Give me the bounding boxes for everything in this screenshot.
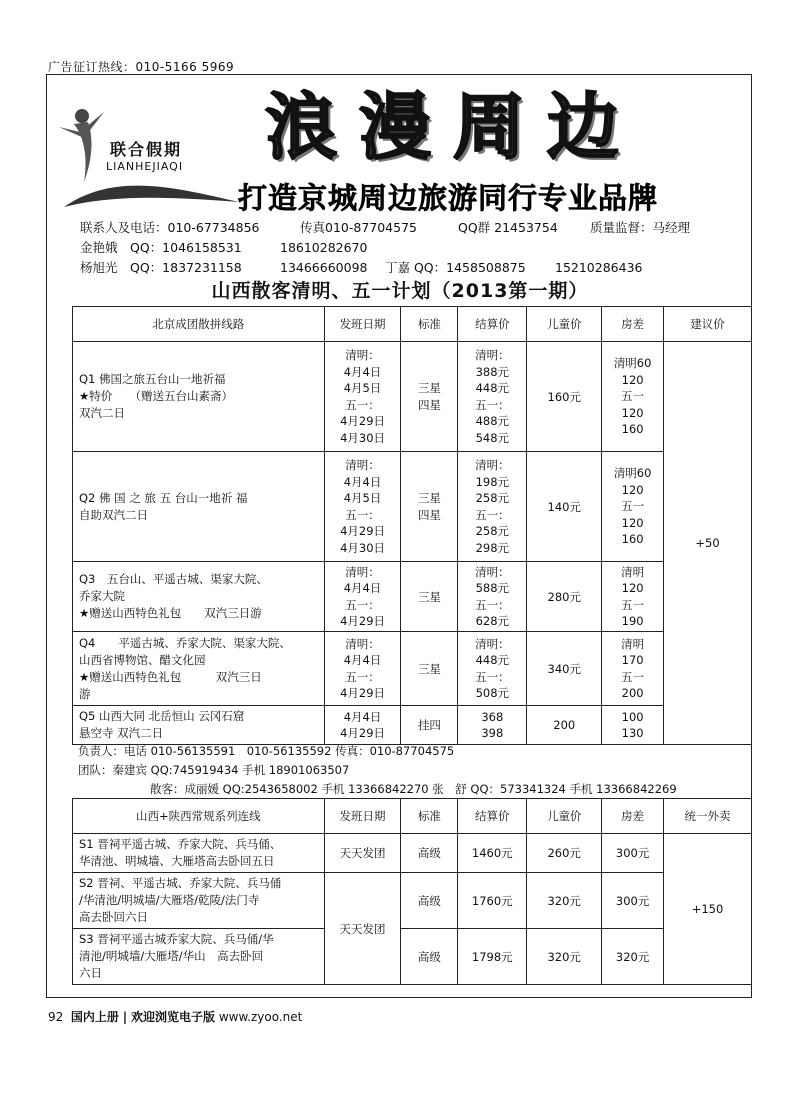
room-line: 五一 (621, 389, 645, 404)
col-child: 儿童价 (527, 307, 602, 342)
note-individual: 散客：成丽媛 QQ:2543658002 手机 13366842270 张 舒 QQ：573341324 手机 13366842269 (150, 782, 677, 796)
price-line: 508元 (475, 686, 510, 700)
date-line: 4月29日 (340, 524, 386, 538)
room-diff-cell (602, 342, 664, 452)
section-name: 国内上册 (70, 1010, 119, 1024)
note-manager: 负责人：电话 010-56135591 010-56135592 传真：010-87704575 (78, 744, 455, 758)
date-line: 4月29日 (340, 614, 386, 628)
route-cell (73, 632, 325, 706)
standard-cell: 高级 (401, 873, 458, 929)
price-line: 388元 (475, 364, 510, 379)
date-line: 4月5日 (343, 381, 382, 395)
route-line: S2 晋祠、平遥古城、乔家大院、兵马俑 (79, 876, 282, 890)
room-line: 190 (621, 614, 644, 628)
unified-price-cell: +150 (664, 834, 752, 985)
price-cell (458, 342, 527, 452)
page-footer (48, 1008, 302, 1025)
room-line: 五一 (621, 597, 645, 612)
suggested-price-cell: +50 (664, 342, 752, 745)
price-line: 198元 (475, 474, 510, 489)
date-line: 五一： (345, 597, 380, 612)
table-row (73, 873, 752, 929)
standard-cell (401, 452, 458, 562)
dates-cell (324, 706, 401, 745)
child-price-cell: 140元 (527, 452, 602, 562)
price-cell (458, 632, 527, 706)
responsible-contacts (78, 742, 677, 799)
contact-phone: 联系人及电话：010-67734856 (80, 220, 260, 235)
note-group: 团队：秦建宾 QQ:745919434 手机 18901063507 (78, 763, 350, 777)
col-route: 北京成团散拼线路 (73, 307, 325, 342)
dates-cell: 天天发团 (324, 834, 401, 873)
dates-cell (324, 452, 401, 562)
price-line: 548元 (475, 430, 510, 445)
page-title: 山西散客清明、五一计划（2013第一期） (211, 280, 589, 302)
contact-qq-group: QQ群 21453754 (458, 220, 558, 235)
room-line: 170 (621, 653, 644, 667)
date-line: 五一： (345, 507, 380, 522)
route-line: 高去卧回六日 (79, 910, 148, 924)
price-cell: 1760元 (458, 873, 527, 929)
date-line: 4月29日 (340, 414, 386, 428)
banner (50, 82, 748, 216)
footer-url[interactable]: www.zyoo.net (218, 1010, 303, 1024)
room-diff-cell: 320元 (602, 929, 664, 985)
contact-supervisor: 质量监督：马经理 (590, 220, 691, 235)
standard-line: 三星 (417, 381, 441, 395)
col-unified: 统一外卖 (664, 799, 752, 834)
room-line: 200 (621, 686, 644, 700)
standard-line: 四星 (417, 507, 441, 522)
standard-cell: 三星 (401, 632, 458, 706)
price-line: 258元 (475, 491, 510, 505)
route-line: 游 (79, 686, 91, 701)
route-line: /华清池/明城墙/大雁塔/乾陵/法门寺 (79, 893, 260, 907)
standard-cell (401, 342, 458, 452)
route-line: Q4 平遥古城、乔家大院、渠家大院、 (79, 635, 291, 650)
contact-jin-phone: 18610282670 (280, 240, 368, 255)
route-cell (73, 562, 325, 632)
date-line: 清明： (345, 348, 380, 362)
col-standard: 标准 (401, 307, 458, 342)
col-price: 结算价 (458, 799, 527, 834)
price-line: 488元 (475, 414, 510, 428)
price-line: 448元 (475, 653, 510, 667)
child-price-cell: 340元 (527, 632, 602, 706)
col-room: 房差 (602, 307, 664, 342)
standard-cell: 高级 (401, 929, 458, 985)
price-line: 五一： (475, 597, 510, 612)
route-line: S3 晋祠平遥古城乔家大院、兵马俑/华 (79, 932, 274, 946)
standard-line: 三星 (417, 491, 441, 505)
route-cell (73, 834, 325, 873)
room-diff-cell: 300元 (602, 873, 664, 929)
route-line: 清池/明城墙/大雁塔/华山 高去卧回 (79, 949, 264, 963)
date-line: 4月29日 (340, 726, 386, 740)
room-line: 160 (621, 532, 644, 547)
room-line: 160 (621, 422, 644, 437)
room-diff-cell (602, 706, 664, 745)
route-line: 悬空寺 双汽二日 (79, 726, 164, 740)
date-line: 4月30日 (340, 430, 386, 445)
room-line: 五一 (621, 669, 645, 684)
col-room: 房差 (602, 799, 664, 834)
logo-pinyin: LIANHEJIAQI (106, 160, 184, 173)
date-line: 五一： (345, 397, 380, 412)
child-price-cell: 260元 (527, 834, 602, 873)
dates-cell: 天天发团 (324, 873, 401, 985)
date-line: 4月30日 (340, 540, 386, 555)
footer-separator: | (122, 1010, 128, 1024)
child-price-cell: 320元 (527, 929, 602, 985)
room-line: 100 (621, 709, 644, 724)
date-line: 清明： (345, 636, 380, 651)
table-row (73, 834, 752, 873)
room-line: 120 (621, 581, 644, 595)
table-shanxi-shaanxi (72, 798, 752, 985)
date-line: 4月4日 (343, 581, 382, 595)
col-suggested: 建议价 (664, 307, 752, 342)
standard-cell: 三星 (401, 562, 458, 632)
table-row (73, 452, 752, 562)
price-line: 368 (481, 709, 504, 724)
date-line: 4月4日 (343, 653, 382, 667)
date-line: 4月4日 (343, 474, 382, 489)
date-line: 4月5日 (343, 491, 382, 505)
route-line: 双汽二日 (79, 406, 125, 420)
contact-jin: 金艳娥 QQ：1046158531 (80, 240, 242, 255)
price-line: 588元 (475, 581, 510, 595)
price-line: 清明： (475, 348, 510, 362)
contact-yang-phone: 13466660098 (280, 260, 368, 275)
table-header (73, 799, 752, 834)
col-standard: 标准 (401, 799, 458, 834)
route-cell (73, 342, 325, 452)
price-cell: 1460元 (458, 834, 527, 873)
brand-slogan: 打造京城周边旅游同行专业品牌 (238, 181, 659, 215)
price-line: 清明： (475, 458, 510, 472)
date-line: 五一： (345, 669, 380, 684)
route-line: Q1 佛国之旅五台山一地祈福 (79, 372, 226, 386)
page-number: 92 (48, 1010, 64, 1024)
date-line: 清明： (345, 458, 380, 472)
date-line: 4月4日 (343, 364, 382, 379)
contact-ding: 丁嘉 QQ：1458508875 (385, 260, 526, 275)
route-cell (73, 929, 325, 985)
room-line: 120 (621, 405, 644, 420)
dates-cell (324, 632, 401, 706)
room-line: 清明60 (613, 466, 652, 481)
contact-ding-phone: 15210286436 (555, 260, 643, 275)
route-line: Q5 山西大同 北岳恒山 云冈石窟 (79, 709, 245, 723)
col-dates: 发班日期 (324, 799, 401, 834)
price-cell (458, 452, 527, 562)
table-row (73, 562, 752, 632)
route-line: Q3 五台山、平遥古城、渠家大院、 (79, 572, 268, 586)
price-line: 五一： (475, 507, 510, 522)
child-price-cell: 320元 (527, 873, 602, 929)
room-diff-cell (602, 632, 664, 706)
room-line: 清明 (621, 636, 645, 651)
price-line: 五一： (475, 669, 510, 684)
route-line: ★赠送山西特色礼包 双汽三日 (79, 669, 262, 684)
room-line: 五一 (621, 499, 645, 514)
standard-cell: 挂四 (401, 706, 458, 745)
child-price-cell: 160元 (527, 342, 602, 452)
room-line: 120 (621, 515, 644, 530)
room-diff-cell (602, 452, 664, 562)
price-line: 清明： (475, 564, 510, 579)
col-child: 儿童价 (527, 799, 602, 834)
price-cell (458, 562, 527, 632)
price-cell: 1798元 (458, 929, 527, 985)
price-line: 五一： (475, 397, 510, 412)
route-cell (73, 873, 325, 929)
brand-title: 浪漫周边 (265, 84, 642, 169)
route-line: S1 晋祠平遥古城、乔家大院、兵马俑、 (79, 837, 282, 851)
col-price: 结算价 (458, 307, 527, 342)
route-cell (73, 706, 325, 745)
date-line: 4月4日 (343, 709, 382, 724)
route-line: 华清池、明城墙、大雁塔高去卧回五日 (79, 854, 275, 868)
room-diff-cell: 300元 (602, 834, 664, 873)
room-diff-cell (602, 562, 664, 632)
route-line: 山西省博物馆、醋文化园 (79, 652, 206, 667)
standard-cell: 高级 (401, 834, 458, 873)
contact-yang: 杨旭光 QQ：1837231158 (80, 260, 242, 275)
room-line: 清明 (621, 564, 645, 579)
room-line: 120 (621, 482, 644, 497)
price-line: 448元 (475, 381, 510, 395)
price-line: 清明： (475, 636, 510, 651)
room-line: 清明60 (613, 356, 652, 371)
route-line: 六日 (79, 966, 102, 980)
table-header (73, 307, 752, 342)
route-line: 乔家大院 (79, 589, 125, 603)
standard-line: 四星 (417, 397, 441, 412)
footer-text: 欢迎浏览电子版 (130, 1010, 215, 1024)
child-price-cell: 200 (527, 706, 602, 745)
table-row (73, 706, 752, 745)
col-dates: 发班日期 (324, 307, 401, 342)
logo-text: 联合假期 (110, 140, 183, 159)
date-line: 清明： (345, 564, 380, 579)
table-row (73, 342, 752, 452)
dates-cell (324, 562, 401, 632)
table-row (73, 929, 752, 985)
price-line: 258元 (475, 524, 510, 538)
ad-hotline: 广告征订热线：010-5166 5969 (48, 60, 235, 74)
table-row (73, 632, 752, 706)
room-line: 120 (621, 372, 644, 387)
room-line: 130 (621, 726, 644, 740)
price-line: 628元 (475, 614, 510, 628)
route-line: Q2 佛 国 之 旅 五 台山一地祈 福 (79, 490, 248, 505)
child-price-cell: 280元 (527, 562, 602, 632)
price-line: 298元 (475, 540, 510, 555)
table-qingming-wuyi (72, 306, 752, 745)
route-line: ★赠送山西特色礼包 双汽三日游 (79, 606, 262, 620)
contact-fax: 传真010-87704575 (300, 220, 417, 235)
date-line: 4月29日 (340, 686, 386, 700)
contact-info (80, 218, 760, 278)
price-cell (458, 706, 527, 745)
col-route: 山西+陕西常规系列连线 (73, 799, 325, 834)
route-cell (73, 452, 325, 562)
dates-cell (324, 342, 401, 452)
price-line: 398 (481, 726, 504, 740)
route-line: 自助双汽二日 (79, 507, 148, 522)
route-line: ★特价 （赠送五台山素斋） (79, 389, 234, 403)
